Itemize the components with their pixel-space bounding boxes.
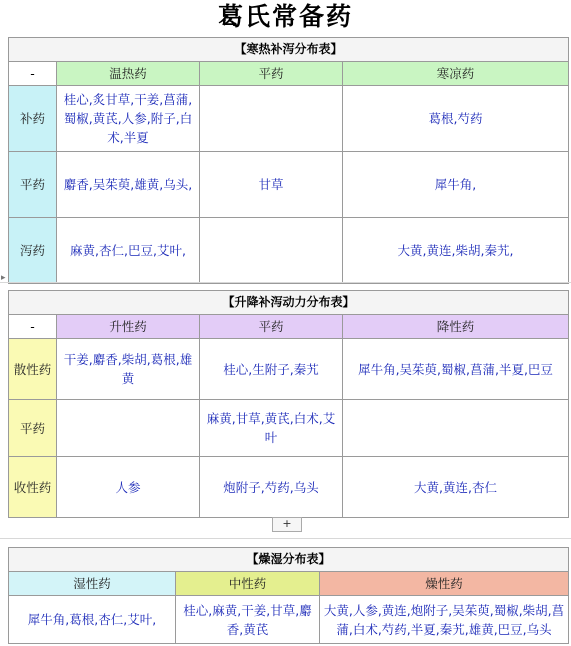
table-cell: 大黄,人参,黄连,炮附子,吴茱萸,蜀椒,柴胡,菖蒲,白术,芍药,半夏,秦艽,雄黄,巴豆,乌头 — [320, 596, 569, 644]
row-header-tonify: 补药 — [9, 86, 57, 152]
col-header-cold: 寒凉药 — [343, 62, 569, 86]
table-cell: 犀牛角, — [343, 152, 569, 218]
col-header-dry: 燥性药 — [320, 572, 569, 596]
table-cell: 干姜,麝香,柴胡,葛根,雄黄 — [57, 339, 200, 400]
dry-damp-table — [8, 547, 569, 644]
table-cell — [200, 218, 343, 284]
col-header-ascend: 升性药 — [57, 315, 200, 339]
row-header-disperse: 散性药 — [9, 339, 57, 400]
col-header-neutral: 平药 — [200, 62, 343, 86]
row-header-neutral: 平药 — [9, 400, 57, 457]
expand-button[interactable]: + — [272, 517, 302, 532]
table-cell: 犀牛角,葛根,杏仁,艾叶, — [9, 596, 176, 644]
table-cell: 大黄,黄连,柴胡,秦艽, — [343, 218, 569, 284]
table-caption: 【寒热补泻分布表】 — [9, 38, 569, 62]
table-cell: 桂心,炙甘草,干姜,菖蒲,蜀椒,黄芪,人参,附子,白术,半夏 — [57, 86, 200, 152]
table-cell: 葛根,芍药 — [343, 86, 569, 152]
section-divider — [0, 538, 571, 539]
row-header-purge: 泻药 — [9, 218, 57, 284]
col-header-neutral: 中性药 — [176, 572, 320, 596]
table-cell: 人参 — [57, 457, 200, 518]
table-cell: 麻黄,杏仁,巴豆,艾叶, — [57, 218, 200, 284]
page-title: 葛氏常备药 — [217, 2, 353, 31]
row-header-astringe: 收性药 — [9, 457, 57, 518]
table-cell: 麝香,吴茱萸,雄黄,乌头, — [57, 152, 200, 218]
table-cell: 甘草 — [200, 152, 343, 218]
table-cell: 炮附子,芍药,乌头 — [200, 457, 343, 518]
col-header-damp: 湿性药 — [9, 572, 176, 596]
table-cell: 麻黄,甘草,黄芪,白术,艾叶 — [200, 400, 343, 457]
corner-cell: - — [9, 62, 57, 86]
table-cell: 犀牛角,吴茱萸,蜀椒,菖蒲,半夏,巴豆 — [343, 339, 569, 400]
table-cell — [200, 86, 343, 152]
table-caption: 【升降补泻动力分布表】 — [9, 291, 569, 315]
col-header-neutral: 平药 — [200, 315, 343, 339]
row-header-neutral: 平药 — [9, 152, 57, 218]
ascend-descend-table — [8, 290, 569, 518]
col-header-warm: 温热药 — [57, 62, 200, 86]
table-cell: 桂心,麻黄,干姜,甘草,麝香,黄芪 — [176, 596, 320, 644]
section-divider — [0, 282, 571, 283]
table-cell: 大黄,黄连,杏仁 — [343, 457, 569, 518]
table-cell: 桂心,生附子,秦艽 — [200, 339, 343, 400]
anchor-mark-icon: ▸ — [1, 273, 6, 283]
cold-heat-table — [8, 37, 569, 284]
table-caption: 【燥湿分布表】 — [9, 548, 569, 572]
table-cell — [343, 400, 569, 457]
col-header-descend: 降性药 — [343, 315, 569, 339]
corner-cell: - — [9, 315, 57, 339]
table-cell — [57, 400, 200, 457]
